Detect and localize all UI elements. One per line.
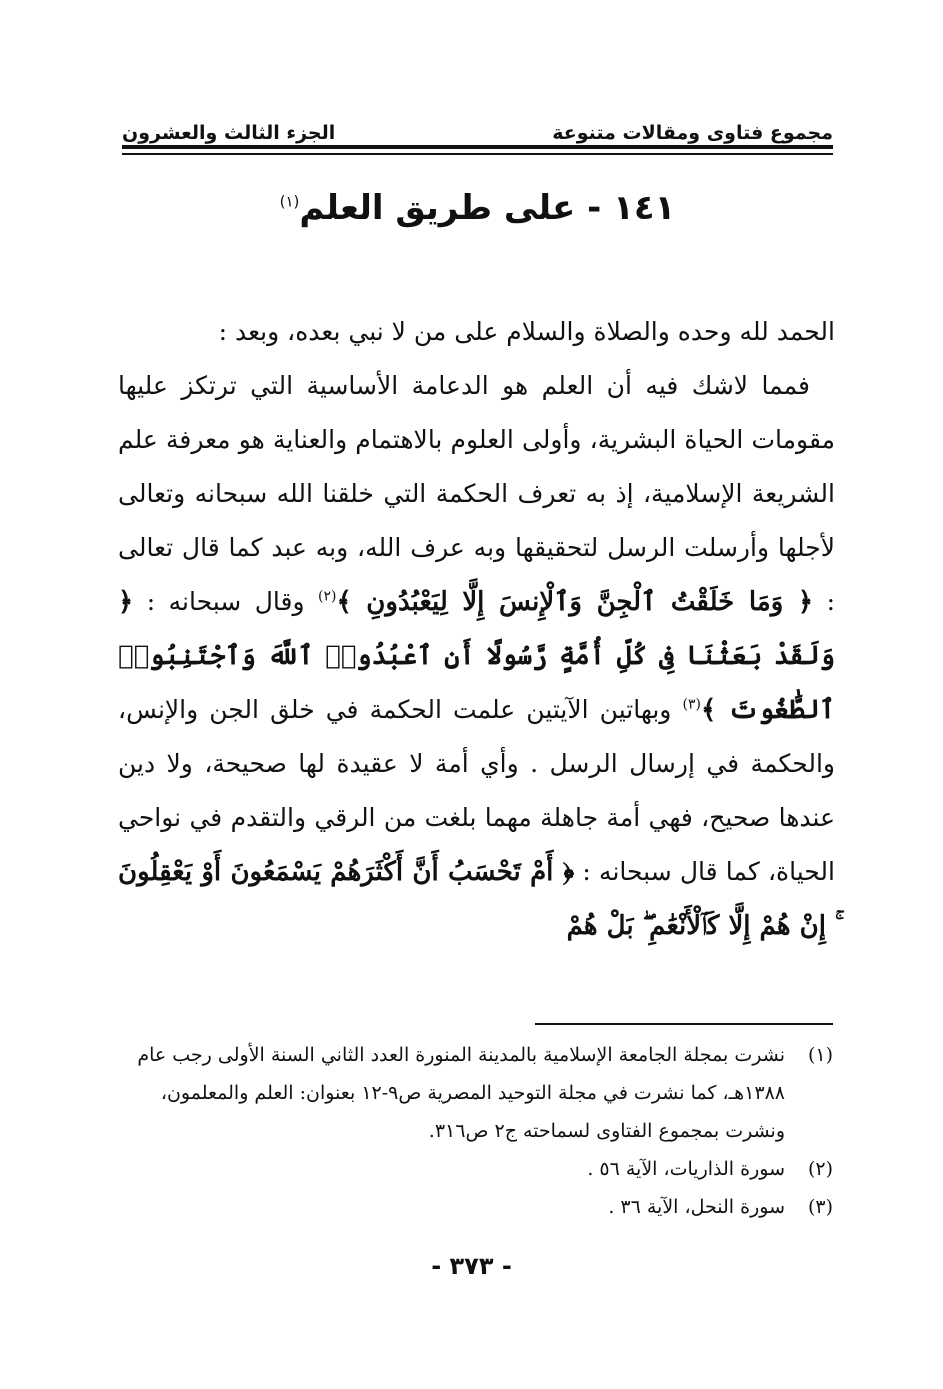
paragraph-text-c: وبهاتين الآيتين علمت الحكمة في خلق الجن والإنس، والحكمة في إرسال الرسل . وأي أمة لا عقيدة لها صحيحة، ولا دين عندها صحيح، فهي أمة جاهلة مهما بلغت من الرقي والتقدم في نواحي الحياة، كما قال سبحانه : [118,695,835,886]
quran-verse-2: ﴿ وَلَقَدْ بَعَثْنَا فِى كُلِّ أُمَّةٍ رَّسُولًا أَنِ ٱعْبُدُوا۟ ٱللَّهَ وَٱجْتَنِبُوا۟ ٱلطَّٰغُوتَ ﴾ [118,587,835,725]
article-body [118,305,835,953]
footnote-number: (٢) [807,1158,833,1180]
opening-paragraph: الحمد لله وحده والصلاة والسلام على من لا نبي بعده، وبعد : [218,317,835,346]
header-rule-thin [122,153,833,155]
paragraph-text-a: فمما لاشك فيه أن العلم هو الدعامة الأساسية التي ترتكز عليها مقومات الحياة البشرية، وأولى العلوم بالاهتمام والعناية هو معرفة علم الشريعة الإسلامية، إذ به تعرف الحكمة التي خلقنا الله سبحانه وتعالى لأجلها وأرسلت الرسل لتحقيقها وبه عرف الله، وبه عبد كما قال تعالى : [118,371,835,616]
footnote-ref-3: (٣) [682,696,701,713]
footnote-item [122,1188,833,1226]
footnote-text: نشرت بمجلة الجامعة الإسلامية بالمدينة المنورة العدد الثاني السنة الأولى رجب عام ١٣٨٨هـ، كما نشرت في مجلة التوحيد المصرية ص٩-١٢ بعنوان: العلم والمعلمون، ونشرت بمجموع الفتاوى لسماحته ج٢ ص٣١٦. [137,1044,785,1142]
footnote-number: (٣) [807,1196,833,1218]
header-rule-thick [122,145,833,149]
volume-label: الجزء الثالث والعشرون [122,122,336,144]
book-title: مجموع فتاوى ومقالات متنوعة [552,122,833,144]
footnotes [122,1036,833,1226]
page-number: - ٣٧٣ - [431,1252,512,1280]
running-header [122,110,833,144]
footnote-text: سورة الذاريات، الآية ٥٦ . [587,1158,785,1180]
title-footnote-ref: (١) [279,192,300,211]
article-title-text: ١٤١ - على طريق العلم [299,188,676,228]
article-title [122,188,833,244]
footnote-item [122,1036,833,1150]
paragraph-text-b: وقال سبحانه : [146,587,305,616]
main-paragraph [118,359,835,953]
footnote-text: سورة النحل، الآية ٣٦ . [608,1196,785,1218]
footnote-number: (١) [807,1044,833,1066]
footnote-item [122,1150,833,1188]
quran-verse-1: ﴿ وَمَا خَلَقْتُ ٱلْجِنَّ وَٱلْإِنسَ إِلَّا لِيَعْبُدُونِ ﴾ [336,587,814,617]
footnote-ref-2: (٢) [318,588,337,605]
quran-verse-3: ﴿ أَمْ تَحْسَبُ أَنَّ أَكْثَرَهُمْ يَسْمَعُونَ أَوْ يَعْقِلُونَ ۚ إِنْ هُمْ إِلَّا كَٱلْأَنْعَٰمِ ۖ بَلْ هُمْ [118,857,835,941]
footnote-separator [535,1023,833,1025]
